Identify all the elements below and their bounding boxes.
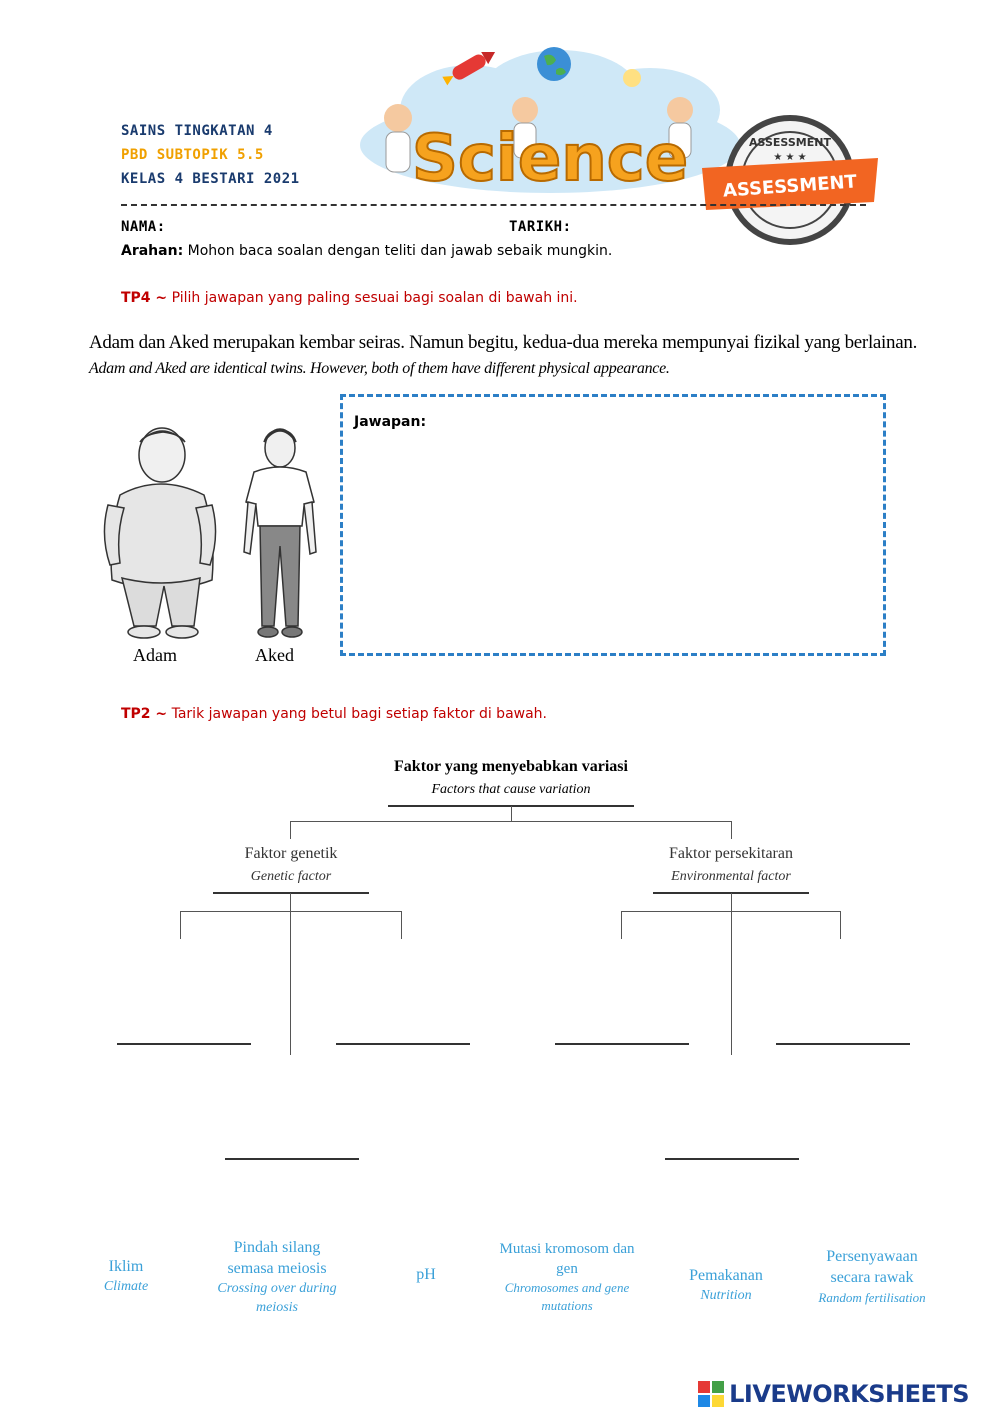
answer-blank-genetic-1[interactable] <box>117 1043 251 1045</box>
footer-brand-logo <box>698 1380 969 1408</box>
aked-figure <box>240 420 320 645</box>
tree-connector <box>731 821 732 839</box>
option-iklim[interactable] <box>86 1256 166 1296</box>
genetic-factor-ms: Faktor genetik <box>244 845 338 862</box>
option-ms: Pindah silang semasa meiosis <box>227 1239 327 1277</box>
answer-blank-genetic-2[interactable] <box>336 1043 470 1045</box>
arahan-row <box>121 243 612 259</box>
tree-connector <box>180 911 402 912</box>
genetic-factor-en: Genetic factor <box>250 869 332 884</box>
option-ms: Mutasi kromosom dan gen <box>499 1241 635 1277</box>
tree-connector <box>621 911 622 939</box>
adam-figure <box>100 420 220 645</box>
tp4-question-ms: Adam dan Aked merupakan kembar seiras. Namun begitu, kedua-dua mereka mempunyai fizikal yang berlainan. <box>89 332 918 353</box>
option-persenyawaan[interactable] <box>807 1246 937 1307</box>
answer-blank-environment-2[interactable] <box>776 1043 910 1045</box>
answer-blank-environment-1[interactable] <box>555 1043 689 1045</box>
nama-label: NAMA: <box>121 219 166 235</box>
arahan-text: Mohon baca soalan dengan teliti dan jawab sebaik mungkin. <box>187 243 613 259</box>
stamp-text: ASSESSMENT <box>722 171 858 202</box>
tree-connector <box>290 893 291 1055</box>
option-en: Climate <box>103 1279 149 1294</box>
option-ms: Pemakanan <box>689 1267 763 1284</box>
header-separator <box>121 204 866 206</box>
option-en: Nutrition <box>700 1288 752 1303</box>
tree-connector <box>511 806 512 822</box>
option-ms: pH <box>416 1266 436 1283</box>
aked-label: Aked <box>255 645 294 665</box>
svg-text:★ ★ ★: ★ ★ ★ <box>773 152 807 163</box>
tp4-instruction: Pilih jawapan yang paling sesuai bagi soalan di bawah ini. <box>171 290 578 306</box>
answer-blank-environment-3[interactable] <box>665 1158 799 1160</box>
tp4-question-en: Adam and Aked are identical twins. However, both of them have different physical appearance. <box>89 360 670 377</box>
tp2-tag: TP2 ~ <box>121 706 168 722</box>
answer-label: Jawapan: <box>354 414 427 430</box>
option-ms: Persenyawaan secara rawak <box>826 1248 918 1286</box>
environmental-factor-en: Environmental factor <box>671 869 791 884</box>
tree-connector <box>290 821 291 839</box>
option-pemakanan[interactable] <box>675 1265 777 1305</box>
answer-blank-genetic-3[interactable] <box>225 1158 359 1160</box>
tp2-instruction-row <box>121 706 547 722</box>
header-line-2: PBD SUBTOPIK 5.5 <box>121 147 264 163</box>
genetic-underline <box>213 892 369 894</box>
option-ph[interactable] <box>400 1264 452 1285</box>
science-logo-text: Science <box>411 122 689 196</box>
footer-brand-text: LIVEWORKSHEETS <box>729 1380 970 1408</box>
tree-connector <box>290 821 732 822</box>
stamp-ring-text: ASSESSMENT <box>749 136 831 149</box>
tree-connector <box>731 893 732 1055</box>
tree-connector <box>401 911 402 939</box>
adam-label: Adam <box>133 645 177 665</box>
answer-drop-zone[interactable] <box>340 394 886 656</box>
tree-connector <box>180 911 181 939</box>
root-factor-en: Factors that cause variation <box>431 782 591 797</box>
arahan-label: Arahan: <box>121 243 184 259</box>
tp4-instruction-row <box>121 290 578 306</box>
root-factor-ms: Faktor yang menyebabkan variasi <box>394 758 628 775</box>
option-pindah-silang[interactable] <box>212 1237 342 1317</box>
header-line-3: KELAS 4 BESTARI 2021 <box>121 171 300 187</box>
tarikh-label: TARIKH: <box>509 219 572 235</box>
option-en: Random fertilisation <box>818 1290 926 1305</box>
option-en: Chromosomes and gene mutations <box>504 1280 630 1313</box>
science-logo-illustration <box>350 40 750 200</box>
tp4-tag: TP4 ~ <box>121 290 168 306</box>
environmental-factor-ms: Faktor persekitaran <box>669 845 793 862</box>
header-line-1: SAINS TINGKATAN 4 <box>121 123 273 139</box>
option-mutasi[interactable] <box>497 1239 637 1315</box>
option-en: Crossing over during meiosis <box>217 1281 337 1315</box>
tree-connector <box>840 911 841 939</box>
tp2-instruction: Tarik jawapan yang betul bagi setiap faktor di bawah. <box>171 706 548 722</box>
liveworksheets-icon <box>698 1381 724 1407</box>
assessment-stamp <box>700 110 880 250</box>
option-ms: Iklim <box>108 1258 144 1275</box>
tree-connector <box>621 911 841 912</box>
